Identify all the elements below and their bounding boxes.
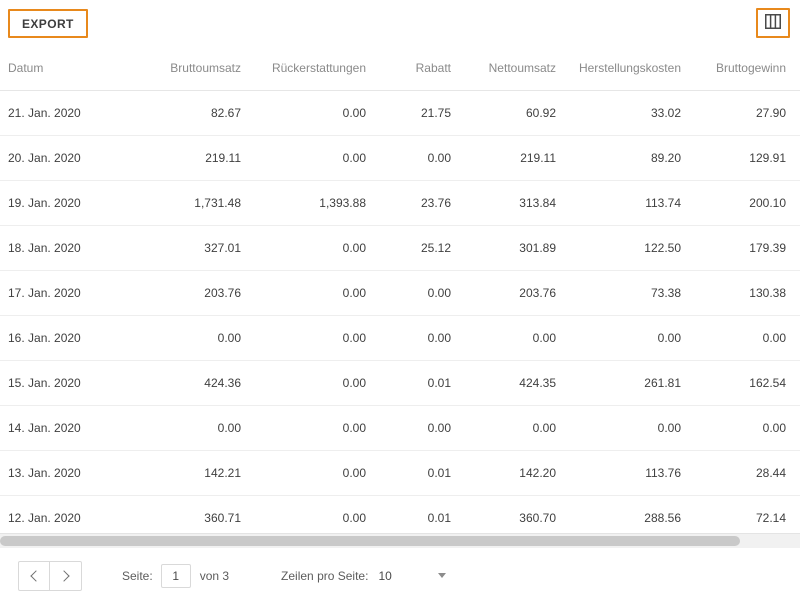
cell-bruttoumsatz: 0.00 [125,315,255,360]
cell-nettoumsatz: 301.89 [465,225,570,270]
chevron-down-icon [438,573,446,578]
cell-rabatt: 0.00 [380,270,465,315]
cell-bruttoumsatz: 82.67 [125,90,255,135]
cell-nettoumsatz: 313.84 [465,180,570,225]
cell-bruttoumsatz: 0.00 [125,405,255,450]
pagination-bar [0,548,800,602]
rows-per-page-group [281,569,446,583]
cell-herstellungskosten: 0.00 [570,405,695,450]
cell-rabatt: 0.01 [380,360,465,405]
cell-datum: 12. Jan. 2020 [0,495,125,533]
cell-nettoumsatz: 203.76 [465,270,570,315]
chevron-right-icon [58,570,69,581]
table-body [0,90,800,533]
cell-bruttoumsatz: 1,731.48 [125,180,255,225]
column-header-nettoumsatz[interactable]: Nettoumsatz [465,46,570,90]
cell-rueckerstattungen: 0.00 [255,360,380,405]
cell-nettoumsatz: 60.92 [465,90,570,135]
columns-icon [765,14,781,32]
table-row[interactable] [0,360,800,405]
cell-bruttogewinn: 129.91 [695,135,800,180]
cell-bruttogewinn: 200.10 [695,180,800,225]
table-scroll-area [0,46,800,533]
column-header-bruttogewinn[interactable]: Bruttogewinn [695,46,800,90]
table-head [0,46,800,90]
cell-datum: 13. Jan. 2020 [0,450,125,495]
cell-nettoumsatz: 424.35 [465,360,570,405]
table-row[interactable] [0,225,800,270]
cell-rueckerstattungen: 0.00 [255,315,380,360]
table-row[interactable] [0,270,800,315]
cell-bruttoumsatz: 424.36 [125,360,255,405]
cell-rabatt: 21.75 [380,90,465,135]
cell-rueckerstattungen: 0.00 [255,495,380,533]
page-number-input[interactable] [161,564,191,588]
table-row[interactable] [0,180,800,225]
cell-datum: 15. Jan. 2020 [0,360,125,405]
table-row[interactable] [0,90,800,135]
table-row[interactable] [0,450,800,495]
cell-rueckerstattungen: 0.00 [255,405,380,450]
column-header-rueckerstattungen[interactable]: Rückerstattungen [255,46,380,90]
cell-rabatt: 0.00 [380,405,465,450]
cell-datum: 17. Jan. 2020 [0,270,125,315]
cell-rabatt: 0.00 [380,135,465,180]
cell-herstellungskosten: 113.76 [570,450,695,495]
cell-rueckerstattungen: 0.00 [255,270,380,315]
export-button[interactable]: EXPORT [8,9,88,38]
cell-bruttoumsatz: 327.01 [125,225,255,270]
cell-datum: 21. Jan. 2020 [0,90,125,135]
cell-herstellungskosten: 261.81 [570,360,695,405]
cell-datum: 20. Jan. 2020 [0,135,125,180]
cell-datum: 16. Jan. 2020 [0,315,125,360]
column-header-bruttoumsatz[interactable]: Bruttoumsatz [125,46,255,90]
cell-bruttoumsatz: 203.76 [125,270,255,315]
horizontal-scrollbar[interactable] [0,533,800,548]
cell-nettoumsatz: 0.00 [465,405,570,450]
cell-rabatt: 0.01 [380,495,465,533]
next-page-button[interactable] [50,561,82,591]
cell-bruttogewinn: 0.00 [695,405,800,450]
cell-herstellungskosten: 113.74 [570,180,695,225]
cell-bruttogewinn: 0.00 [695,315,800,360]
cell-bruttoumsatz: 360.71 [125,495,255,533]
cell-bruttogewinn: 130.38 [695,270,800,315]
rows-per-page-label: Zeilen pro Seite: [281,568,369,583]
column-header-datum[interactable]: Datum [0,46,125,90]
cell-rabatt: 0.01 [380,450,465,495]
cell-herstellungskosten: 73.38 [570,270,695,315]
cell-bruttogewinn: 162.54 [695,360,800,405]
table-row[interactable] [0,315,800,360]
cell-rueckerstattungen: 0.00 [255,90,380,135]
cell-herstellungskosten: 122.50 [570,225,695,270]
cell-herstellungskosten: 0.00 [570,315,695,360]
revenue-table [0,46,800,533]
chevron-left-icon [30,570,41,581]
column-header-herstellungskosten[interactable]: Herstellungskosten [570,46,695,90]
cell-nettoumsatz: 360.70 [465,495,570,533]
cell-bruttoumsatz: 219.11 [125,135,255,180]
cell-nettoumsatz: 219.11 [465,135,570,180]
cell-rueckerstattungen: 0.00 [255,450,380,495]
cell-rueckerstattungen: 0.00 [255,135,380,180]
cell-nettoumsatz: 0.00 [465,315,570,360]
rows-per-page-value: 10 [378,568,392,583]
cell-rabatt: 0.00 [380,315,465,360]
page-selector [122,564,229,588]
cell-bruttoumsatz: 142.21 [125,450,255,495]
cell-herstellungskosten: 33.02 [570,90,695,135]
table-row[interactable] [0,135,800,180]
cell-rueckerstattungen: 1,393.88 [255,180,380,225]
cell-datum: 18. Jan. 2020 [0,225,125,270]
page-label: Seite: [122,568,153,583]
cell-rueckerstattungen: 0.00 [255,225,380,270]
table-row[interactable] [0,405,800,450]
column-header-rabatt[interactable]: Rabatt [380,46,465,90]
cell-datum: 14. Jan. 2020 [0,405,125,450]
cell-herstellungskosten: 288.56 [570,495,695,533]
cell-bruttogewinn: 72.14 [695,495,800,533]
table-toolbar [0,0,800,46]
cell-bruttogewinn: 28.44 [695,450,800,495]
cell-herstellungskosten: 89.20 [570,135,695,180]
cell-rabatt: 25.12 [380,225,465,270]
table-header-row [0,46,800,90]
columns-settings-button[interactable] [756,8,790,38]
cell-datum: 19. Jan. 2020 [0,180,125,225]
previous-page-button[interactable] [18,561,50,591]
cell-rabatt: 23.76 [380,180,465,225]
cell-nettoumsatz: 142.20 [465,450,570,495]
rows-per-page-select[interactable] [378,569,446,583]
scrollbar-thumb[interactable] [0,536,740,546]
cell-bruttogewinn: 179.39 [695,225,800,270]
table-row[interactable] [0,495,800,533]
cell-bruttogewinn: 27.90 [695,90,800,135]
page-total-label: von 3 [199,568,230,583]
